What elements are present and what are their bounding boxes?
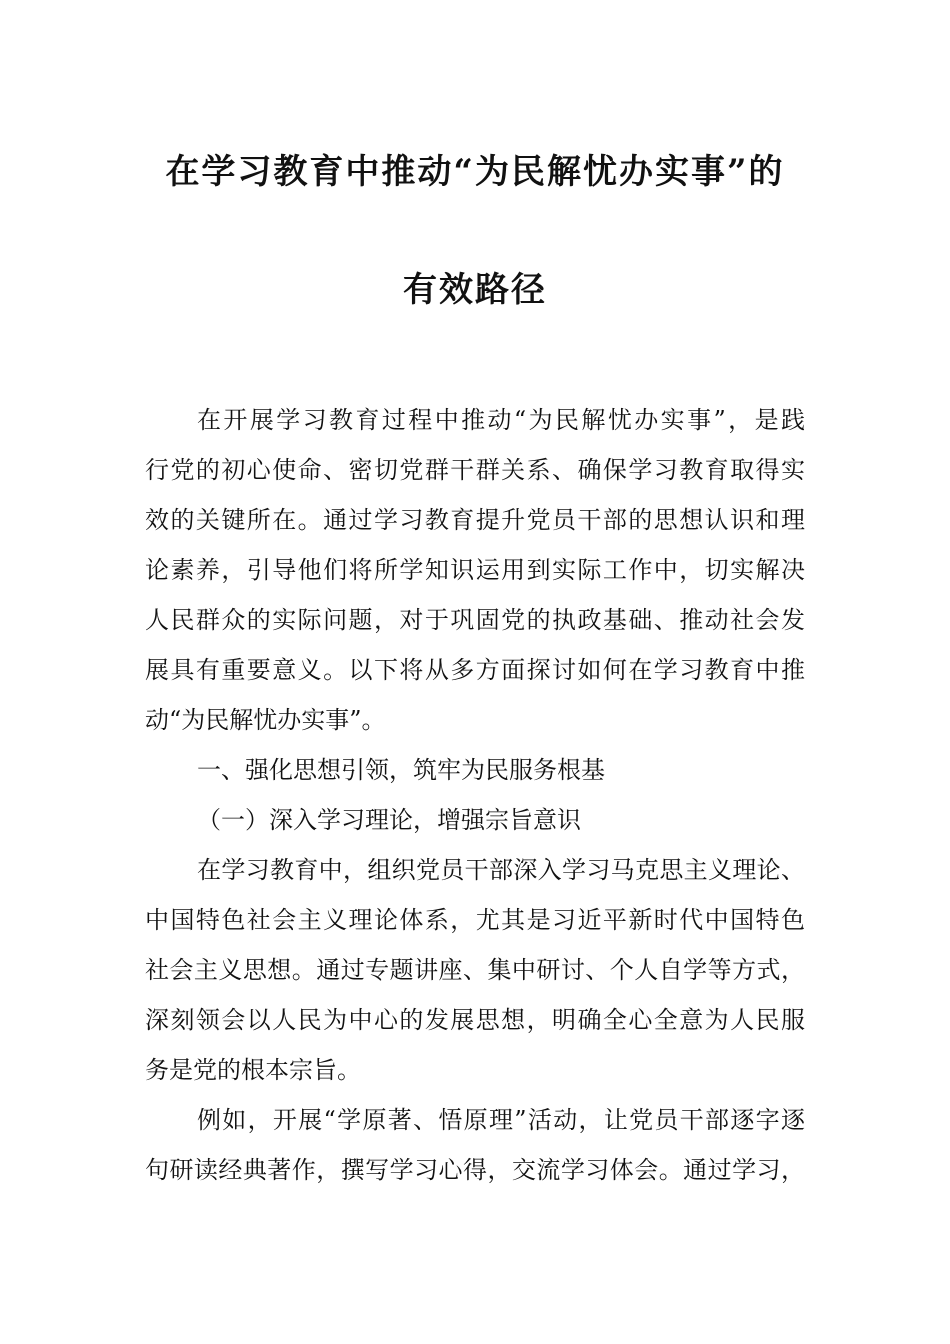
text-line: 人民群众的实际问题，对于巩固党的执政基础、推动社会发 [145, 606, 805, 634]
text-line: 社会主义思想。通过专题讲座、集中研讨、个人自学等方式， [145, 956, 805, 984]
text-line: 行党的初心使命、密切党群干群关系、确保学习教育取得实 [145, 456, 805, 484]
text-line: 效的关键所在。通过学习教育提升党员干部的思想认识和理 [145, 506, 805, 534]
text-line: 展具有重要意义。以下将从多方面探讨如何在学习教育中推 [145, 656, 805, 684]
text-line: 动“为民解忧办实事”。 [145, 706, 386, 734]
text-line: 句研读经典著作，撰写学习心得，交流学习体会。通过学习， [145, 1156, 805, 1184]
text-line: 在开展学习教育过程中推动“为民解忧办实事”，是践 [197, 406, 805, 434]
document-title-line-2: 有效路径 [403, 270, 547, 310]
text-line: 论素养，引导他们将所学知识运用到实际工作中，切实解决 [145, 556, 805, 584]
text-line: 务是党的根本宗旨。 [145, 1056, 361, 1084]
text-line: 一、强化思想引领，筑牢为民服务根基 [197, 756, 605, 784]
text-line: 例如，开展“学原著、悟原理”活动，让党员干部逐字逐 [197, 1106, 805, 1134]
document-title-line-1: 在学习教育中推动“为民解忧办实事”的 [165, 152, 785, 192]
document-body [145, 395, 805, 1195]
text-line: 深刻领会以人民为中心的发展思想，明确全心全意为人民服 [145, 1006, 805, 1034]
text-line: （一）深入学习理论，增强宗旨意识 [197, 806, 581, 834]
text-line: 中国特色社会主义理论体系，尤其是习近平新时代中国特色 [145, 906, 805, 934]
text-line: 在学习教育中，组织党员干部深入学习马克思主义理论、 [197, 856, 805, 884]
